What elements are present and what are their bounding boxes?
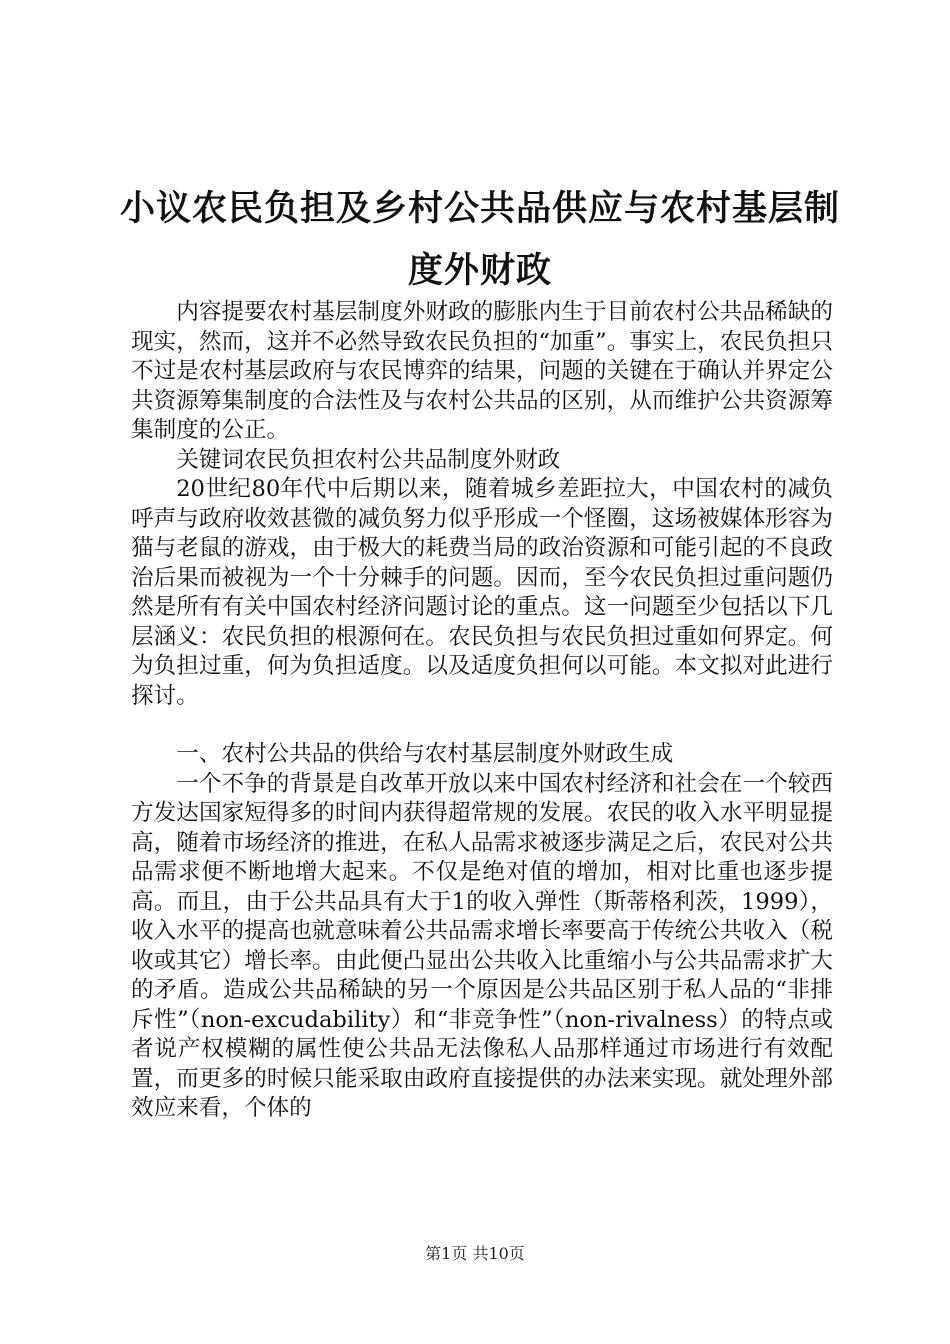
section-paragraph: 一个不争的背景是自改革开放以来中国农村经济和社会在一个较西方发达国家短得多的时间内获得超常规的发展。农民的收入水平明显提高，随着市场经济的推进，在私人品需求被逐步满足之后，农民对公共品需求便不断地增大起来。不仅是绝对值的增加，相对比重也逐步提高。而且，由于公共品具有大于1的收入弹性（斯蒂格利茨，1999），收入水平的提高也就意味着公共品需求增长率要高于传统公共收入（税收或其它）增长率。由此便凸显出公共收入比重缩小与公共品需求扩大的矛盾。造成公共品稀缺的另一个原因是公共品区别于私人品的“非排斥性”（non-excudability）和“非竞争性”（non-rivalness）的特点或者说产权模糊的属性使公共品无法像私人品那样通过市场进行有效配置，而更多的时候只能采取由政府直接提供的办法来实现。就处理外部效应来看，个体的 (131, 770, 833, 1121)
abstract-paragraph: 内容提要农村基层制度外财政的膨胀内生于目前农村公共品稀缺的现实，然而，这并不必然导致农民负担的“加重”。事实上，农民负担只不过是农村基层政府与农民博弈的结果，问题的关键在于确认并界定公共资源筹集制度的合法性及与农村公共品的区别，从而维护公共资源筹集制度的公正。 (131, 299, 833, 443)
page-footer: 第1页 共10页 (425, 1244, 525, 1263)
document-body (131, 298, 833, 1124)
document-title: 小议农民负担及乡村公共品供应与农村基层制度外财政 (120, 188, 841, 291)
keywords-paragraph: 关键词农民负担农村公共品制度外财政 (176, 446, 561, 473)
section-heading: 一、农村公共品的供给与农村基层制度外财政生成 (176, 741, 674, 767)
intro-paragraph: 20世纪80年代中后期以来，随着城乡差距拉大，中国农村的减负呼声与政府收效甚微的减负努力似乎形成一个怪圈，这场被媒体形容为猫与老鼠的游戏，由于极大的耗费当局的政治资源和可能引起的不良政治后果而被视为一个十分棘手的问题。因而，至今农民负担过重问题仍然是所有有关中国农村经济问题讨论的重点。这一问题至少包括以下几层涵义：农民负担的根源何在。农民负担与农民负担过重如何界定。何为负担过重，何为负担适度。以及适度负担何以可能。本文拟对此进行探讨。 (131, 476, 833, 709)
